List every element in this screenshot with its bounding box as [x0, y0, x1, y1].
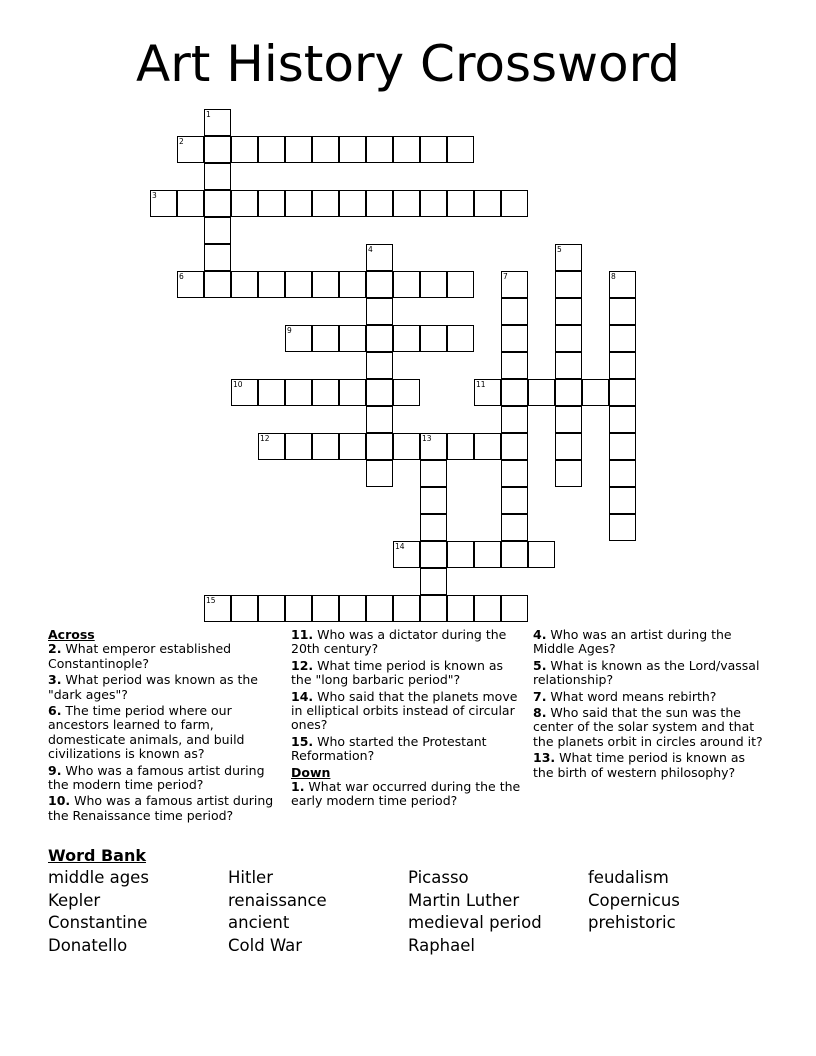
word-bank-word: Raphael: [408, 936, 475, 955]
grid-cell[interactable]: [501, 190, 528, 217]
grid-cell[interactable]: [366, 433, 393, 460]
word-bank-word: Martin Luther: [408, 891, 520, 910]
clue: [48, 642, 278, 671]
grid-cell[interactable]: [204, 595, 231, 622]
clue: [533, 706, 763, 749]
grid-cell[interactable]: [339, 325, 366, 352]
page-title: Art History Crossword: [136, 35, 680, 93]
clue-num: 1.: [291, 779, 305, 795]
grid-cell[interactable]: [474, 190, 501, 217]
grid-cell[interactable]: [609, 379, 636, 406]
grid-cell[interactable]: [366, 595, 393, 622]
grid-cell[interactable]: [177, 271, 204, 298]
grid-cell[interactable]: [312, 190, 339, 217]
grid-cell[interactable]: [204, 136, 231, 163]
grid-cell[interactable]: [609, 514, 636, 541]
grid-cell[interactable]: [204, 109, 231, 136]
clue-number: 9: [287, 326, 292, 335]
clue: [291, 690, 521, 733]
clue-number: 15: [206, 596, 216, 605]
grid-cell[interactable]: [393, 190, 420, 217]
grid-cell[interactable]: [501, 487, 528, 514]
grid-cell[interactable]: [366, 271, 393, 298]
clue-text: The time period where our ancestors learned to farm, domesticate animals, and build civilizations is known as?: [48, 703, 245, 762]
grid-cell[interactable]: [609, 433, 636, 460]
grid-cell[interactable]: [474, 379, 501, 406]
grid-cell[interactable]: [393, 595, 420, 622]
grid-cell[interactable]: [204, 271, 231, 298]
clue: [533, 659, 763, 688]
clue-num: 4.: [533, 627, 547, 642]
grid-cell[interactable]: [339, 433, 366, 460]
grid-cell[interactable]: [285, 595, 312, 622]
grid-cell[interactable]: [204, 190, 231, 217]
word-bank-word: renaissance: [228, 891, 327, 910]
clue-num: 10.: [48, 793, 71, 809]
grid-cell[interactable]: [339, 190, 366, 217]
clue-number: 3: [152, 191, 157, 200]
clue-num: 6.: [48, 703, 62, 719]
word-bank-word: prehistoric: [588, 913, 676, 932]
grid-cell[interactable]: [420, 433, 447, 460]
grid-cell[interactable]: [501, 433, 528, 460]
clue-column-2: [291, 628, 521, 811]
grid-cell[interactable]: [312, 271, 339, 298]
clue-num: 11.: [291, 627, 314, 642]
grid-cell[interactable]: [339, 379, 366, 406]
clue-num: 15.: [291, 733, 314, 749]
grid-cell[interactable]: [609, 487, 636, 514]
grid-cell[interactable]: [285, 271, 312, 298]
grid-cell[interactable]: [420, 541, 447, 568]
clue-number: 8: [611, 272, 616, 281]
grid-cell[interactable]: [447, 136, 474, 163]
grid-cell[interactable]: [555, 433, 582, 460]
grid-cell[interactable]: [420, 190, 447, 217]
grid-cell[interactable]: [393, 433, 420, 460]
grid-cell[interactable]: [501, 298, 528, 325]
grid-cell[interactable]: [555, 271, 582, 298]
grid-cell[interactable]: [204, 244, 231, 271]
clue-text: Who said that the planets move in elliptical orbits instead of circular ones?: [291, 688, 518, 733]
grid-cell[interactable]: [285, 325, 312, 352]
clue: [291, 659, 521, 688]
grid-cell[interactable]: [339, 136, 366, 163]
grid-cell[interactable]: [447, 190, 474, 217]
grid-cell[interactable]: [285, 136, 312, 163]
grid-cell[interactable]: [312, 325, 339, 352]
grid-cell[interactable]: [366, 406, 393, 433]
grid-cell[interactable]: [285, 190, 312, 217]
grid-cell[interactable]: [501, 541, 528, 568]
grid-cell[interactable]: [258, 271, 285, 298]
grid-cell[interactable]: [420, 460, 447, 487]
word-bank-word: Donatello: [48, 936, 128, 955]
clue-column-1: [48, 628, 278, 825]
grid-cell[interactable]: [501, 379, 528, 406]
grid-cell[interactable]: [555, 460, 582, 487]
clue-number: 1: [206, 110, 211, 119]
grid-cell[interactable]: [555, 352, 582, 379]
grid-cell[interactable]: [555, 325, 582, 352]
grid-cell[interactable]: [393, 325, 420, 352]
grid-cell[interactable]: [420, 271, 447, 298]
clue-num: 13.: [533, 750, 556, 766]
grid-cell[interactable]: [528, 379, 555, 406]
clue-number: 5: [557, 245, 562, 254]
clue-text: What war occurred during the the early modern time period?: [291, 779, 521, 809]
clue: [533, 628, 763, 657]
clue-text: Who started the Protestant Reformation?: [291, 733, 487, 764]
grid-cell[interactable]: [447, 541, 474, 568]
grid-cell[interactable]: [501, 460, 528, 487]
grid-cell[interactable]: [231, 595, 258, 622]
grid-cell[interactable]: [447, 595, 474, 622]
clue-num: 3.: [48, 672, 62, 688]
clue-text: Who was an artist during the Middle Ages?: [533, 627, 732, 657]
clue: [48, 764, 278, 793]
clue-number: 11: [476, 380, 486, 389]
clue: [291, 735, 521, 764]
clue-num: 5.: [533, 657, 547, 673]
grid-cell[interactable]: [447, 433, 474, 460]
grid-cell[interactable]: [231, 271, 258, 298]
grid-cell[interactable]: [258, 190, 285, 217]
clue-number: 7: [503, 272, 508, 281]
grid-cell[interactable]: [501, 271, 528, 298]
grid-cell[interactable]: [447, 325, 474, 352]
grid-cell[interactable]: [231, 190, 258, 217]
clue: [533, 751, 763, 780]
grid-cell[interactable]: [501, 406, 528, 433]
word-bank-word: Hitler: [228, 868, 273, 887]
word-bank-word: Kepler: [48, 891, 101, 910]
grid-cell[interactable]: [366, 190, 393, 217]
grid-cell[interactable]: [393, 136, 420, 163]
grid-cell[interactable]: [312, 595, 339, 622]
grid-cell[interactable]: [366, 379, 393, 406]
clue-num: 2.: [48, 641, 62, 657]
grid-cell[interactable]: [285, 433, 312, 460]
grid-cell[interactable]: [609, 298, 636, 325]
clue-number: 4: [368, 245, 373, 254]
grid-cell[interactable]: [339, 271, 366, 298]
grid-cell[interactable]: [393, 379, 420, 406]
grid-cell[interactable]: [474, 595, 501, 622]
grid-cell[interactable]: [555, 379, 582, 406]
clue-num: 12.: [291, 657, 314, 673]
word-bank-word: medieval period: [408, 913, 542, 932]
grid-cell[interactable]: [258, 595, 285, 622]
clue: [533, 690, 763, 704]
grid-cell[interactable]: [420, 487, 447, 514]
clue-number: 2: [179, 137, 184, 146]
grid-cell[interactable]: [366, 352, 393, 379]
grid-cell[interactable]: [285, 379, 312, 406]
grid-cell[interactable]: [501, 352, 528, 379]
word-bank-word: feudalism: [588, 868, 669, 887]
grid-cell[interactable]: [312, 433, 339, 460]
clue-number: 12: [260, 434, 270, 443]
grid-cell[interactable]: [231, 136, 258, 163]
word-bank-word: Cold War: [228, 936, 303, 955]
grid-cell[interactable]: [609, 406, 636, 433]
grid-cell[interactable]: [258, 136, 285, 163]
grid-cell[interactable]: [204, 217, 231, 244]
clue-text: Who was a dictator during the 20th century?: [291, 627, 507, 657]
grid-cell[interactable]: [555, 406, 582, 433]
clue-num: 8.: [533, 705, 547, 721]
grid-cell[interactable]: [420, 325, 447, 352]
clue-num: 9.: [48, 762, 62, 778]
grid-cell[interactable]: [420, 136, 447, 163]
grid-cell[interactable]: [528, 541, 555, 568]
clue-number: 13: [422, 434, 432, 443]
grid-cell[interactable]: [420, 514, 447, 541]
word-bank-word: middle ages: [48, 868, 149, 887]
grid-cell[interactable]: [150, 190, 177, 217]
clue-section-header: Across: [48, 627, 95, 642]
grid-cell[interactable]: [582, 379, 609, 406]
clue-number: 6: [179, 272, 184, 281]
grid-cell[interactable]: [609, 271, 636, 298]
grid-cell[interactable]: [609, 460, 636, 487]
grid-cell[interactable]: [393, 541, 420, 568]
clue-num: 14.: [291, 688, 314, 704]
grid-cell[interactable]: [447, 271, 474, 298]
clue-text: Who was a famous artist during the modern time period?: [48, 762, 265, 793]
grid-cell[interactable]: [177, 136, 204, 163]
grid-cell[interactable]: [420, 595, 447, 622]
grid-cell[interactable]: [366, 325, 393, 352]
grid-cell[interactable]: [366, 298, 393, 325]
grid-cell[interactable]: [474, 541, 501, 568]
clue-number: 14: [395, 542, 405, 551]
grid-cell[interactable]: [312, 379, 339, 406]
word-bank-word: ancient: [228, 913, 290, 932]
word-bank-word: Picasso: [408, 868, 469, 887]
grid-cell[interactable]: [501, 514, 528, 541]
clue: [48, 673, 278, 702]
clue-text: Who said that the sun was the center of the solar system and that the planets orbit in circles around it?: [533, 705, 763, 749]
grid-cell[interactable]: [366, 460, 393, 487]
clue-section-header: Down: [291, 764, 331, 780]
clue: [48, 794, 278, 823]
grid-cell[interactable]: [501, 595, 528, 622]
grid-cell[interactable]: [609, 325, 636, 352]
grid-cell[interactable]: [366, 136, 393, 163]
clue-text: What period was known as the "dark ages"?: [48, 672, 258, 702]
clue-num: 7.: [533, 688, 547, 704]
clue-text: What word means rebirth?: [546, 688, 717, 704]
grid-cell[interactable]: [555, 244, 582, 271]
grid-cell[interactable]: [339, 595, 366, 622]
clue-text: What time period is known as the birth of western philosophy?: [533, 750, 746, 780]
grid-cell[interactable]: [258, 379, 285, 406]
grid-cell[interactable]: [501, 325, 528, 352]
grid-cell[interactable]: [555, 298, 582, 325]
grid-cell[interactable]: [231, 379, 258, 406]
clue: [48, 704, 278, 762]
grid-cell[interactable]: [177, 190, 204, 217]
clue-column-3: [533, 628, 763, 782]
clue-text: Who was a famous artist during the Renaissance time period?: [48, 793, 274, 823]
grid-cell[interactable]: [366, 244, 393, 271]
word-bank-title: Word Bank: [48, 846, 147, 865]
clue: [291, 780, 521, 809]
grid-cell[interactable]: [393, 271, 420, 298]
grid-cell[interactable]: [312, 136, 339, 163]
clue-text: What is known as the Lord/vassal relationship?: [533, 657, 760, 688]
word-bank-word: Constantine: [48, 913, 148, 932]
grid-cell[interactable]: [204, 163, 231, 190]
clue-text: What time period is known as the "long barbaric period"?: [291, 657, 504, 688]
grid-cell[interactable]: [609, 352, 636, 379]
clue: [291, 628, 521, 657]
grid-cell[interactable]: [474, 433, 501, 460]
word-bank-word: Copernicus: [588, 891, 680, 910]
clue-number: 10: [233, 380, 243, 389]
grid-cell[interactable]: [420, 568, 447, 595]
grid-cell[interactable]: [258, 433, 285, 460]
clue-text: What emperor established Constantinople?: [48, 641, 232, 671]
